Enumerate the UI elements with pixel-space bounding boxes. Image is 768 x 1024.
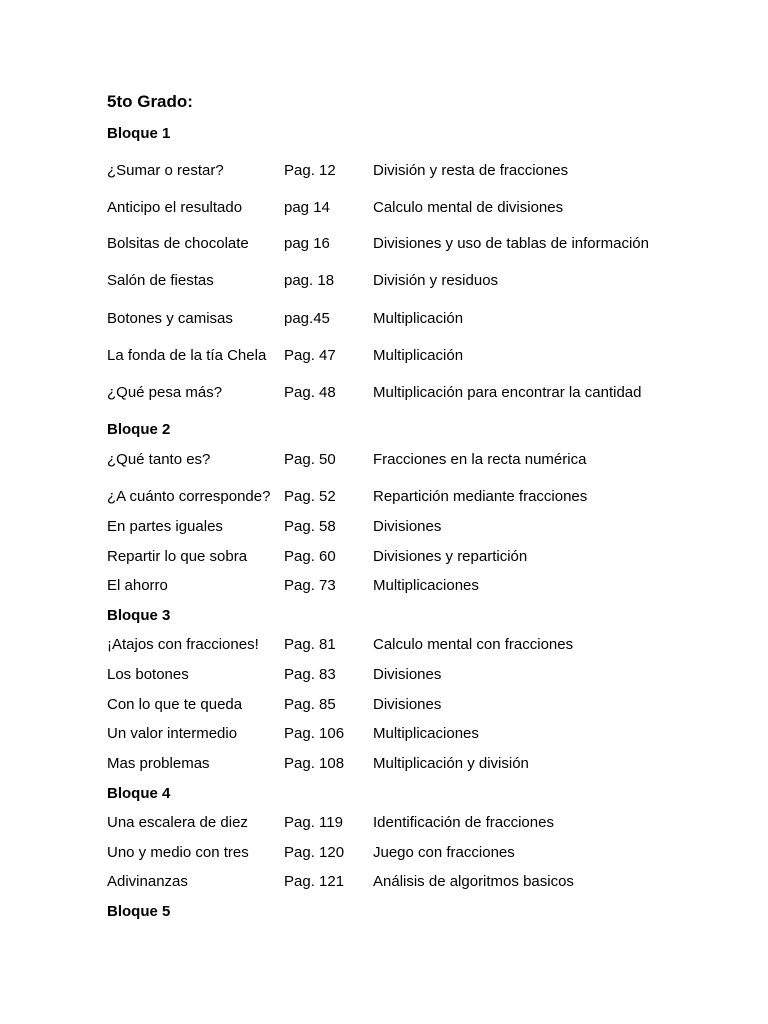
lesson-page: Pag. 73 bbox=[284, 577, 336, 594]
lesson-row bbox=[0, 310, 768, 330]
lesson-row bbox=[0, 725, 768, 745]
page-title: 5to Grado: bbox=[107, 92, 193, 111]
lesson-page: pag 16 bbox=[284, 235, 330, 252]
lesson-row bbox=[0, 873, 768, 893]
block-heading: Bloque 5 bbox=[107, 903, 171, 920]
lesson-topic: Multiplicaciones bbox=[373, 725, 479, 742]
lesson-name: Botones y camisas bbox=[107, 310, 233, 327]
lesson-name: Los botones bbox=[107, 666, 189, 683]
lesson-page: pag. 18 bbox=[284, 272, 335, 289]
lesson-page: Pag. 120 bbox=[284, 844, 345, 861]
lesson-topic: Multiplicación y división bbox=[373, 755, 529, 772]
lesson-topic: Divisiones y uso de tablas de información bbox=[373, 235, 649, 252]
lesson-name: Mas problemas bbox=[107, 755, 210, 772]
lesson-row bbox=[0, 199, 768, 219]
lesson-topic: Multiplicación para encontrar la cantidad bbox=[373, 384, 642, 401]
lesson-row bbox=[0, 384, 768, 404]
lesson-name: Adivinanzas bbox=[107, 873, 188, 890]
lesson-page: Pag. 81 bbox=[284, 636, 336, 653]
lesson-page: Pag. 47 bbox=[284, 347, 336, 364]
lesson-name: Repartir lo que sobra bbox=[107, 548, 248, 565]
lesson-topic: Divisiones bbox=[373, 666, 442, 683]
lesson-name: Un valor intermedio bbox=[107, 725, 238, 742]
lesson-topic: Fracciones en la recta numérica bbox=[373, 451, 587, 468]
block-heading: Bloque 4 bbox=[107, 785, 171, 802]
lesson-page: Pag. 12 bbox=[284, 162, 336, 179]
lesson-name: Una escalera de diez bbox=[107, 814, 248, 831]
lesson-topic: División y resta de fracciones bbox=[373, 162, 569, 179]
lesson-page: Pag. 52 bbox=[284, 488, 336, 505]
lesson-name: La fonda de la tía Chela bbox=[107, 347, 267, 364]
lesson-row bbox=[0, 451, 768, 471]
lesson-row bbox=[0, 577, 768, 597]
lesson-page: Pag. 108 bbox=[284, 755, 345, 772]
lesson-name: ¿A cuánto corresponde? bbox=[107, 488, 271, 505]
lesson-topic: Multiplicación bbox=[373, 310, 464, 327]
lesson-page: Pag. 121 bbox=[284, 873, 345, 890]
block-heading: Bloque 3 bbox=[107, 607, 171, 624]
lesson-row bbox=[0, 696, 768, 716]
lesson-topic: Identificación de fracciones bbox=[373, 814, 554, 831]
lesson-row bbox=[0, 162, 768, 182]
lesson-page: Pag. 119 bbox=[284, 814, 343, 831]
lesson-name: Uno y medio con tres bbox=[107, 844, 249, 861]
lesson-row bbox=[0, 488, 768, 508]
lesson-page: Pag. 50 bbox=[284, 451, 336, 468]
lesson-page: pag.45 bbox=[284, 310, 330, 327]
lesson-name: Con lo que te queda bbox=[107, 696, 243, 713]
lesson-page: Pag. 48 bbox=[284, 384, 336, 401]
lesson-row bbox=[0, 636, 768, 656]
lesson-topic: Divisiones y repartición bbox=[373, 548, 528, 565]
lesson-topic: Multiplicaciones bbox=[373, 577, 479, 594]
lesson-topic: Divisiones bbox=[373, 696, 442, 713]
lesson-row bbox=[0, 548, 768, 568]
lesson-name: ¿Sumar o restar? bbox=[107, 162, 224, 179]
lesson-topic: División y residuos bbox=[373, 272, 499, 289]
lesson-topic: Calculo mental de divisiones bbox=[373, 199, 564, 216]
lesson-name: ¡Atajos con fracciones! bbox=[107, 636, 259, 653]
lesson-topic: Análisis de algoritmos basicos bbox=[373, 873, 574, 890]
lesson-row bbox=[0, 755, 768, 775]
lesson-page: pag 14 bbox=[284, 199, 330, 216]
lesson-topic: Divisiones bbox=[373, 518, 442, 535]
lesson-row bbox=[0, 235, 768, 255]
lesson-name: El ahorro bbox=[107, 577, 168, 594]
lesson-page: Pag. 60 bbox=[284, 548, 336, 565]
lesson-name: Anticipo el resultado bbox=[107, 199, 243, 216]
block-heading: Bloque 1 bbox=[107, 125, 171, 142]
lesson-name: ¿Qué pesa más? bbox=[107, 384, 223, 401]
lesson-topic: Juego con fracciones bbox=[373, 844, 515, 861]
lesson-row bbox=[0, 844, 768, 864]
lesson-row bbox=[0, 666, 768, 686]
lesson-name: Bolsitas de chocolate bbox=[107, 235, 249, 252]
lesson-row bbox=[0, 518, 768, 538]
lesson-page: Pag. 83 bbox=[284, 666, 336, 683]
lesson-row bbox=[0, 272, 768, 292]
lesson-page: Pag. 58 bbox=[284, 518, 336, 535]
lesson-topic: Repartición mediante fracciones bbox=[373, 488, 588, 505]
lesson-topic: Calculo mental con fracciones bbox=[373, 636, 574, 653]
lesson-topic: Multiplicación bbox=[373, 347, 464, 364]
lesson-page: Pag. 106 bbox=[284, 725, 345, 742]
block-heading: Bloque 2 bbox=[107, 421, 171, 438]
lesson-name: Salón de fiestas bbox=[107, 272, 214, 289]
lesson-row bbox=[0, 347, 768, 367]
lesson-name: ¿Qué tanto es? bbox=[107, 451, 211, 468]
lesson-page: Pag. 85 bbox=[284, 696, 336, 713]
lesson-name: En partes iguales bbox=[107, 518, 223, 535]
lesson-row bbox=[0, 814, 768, 834]
